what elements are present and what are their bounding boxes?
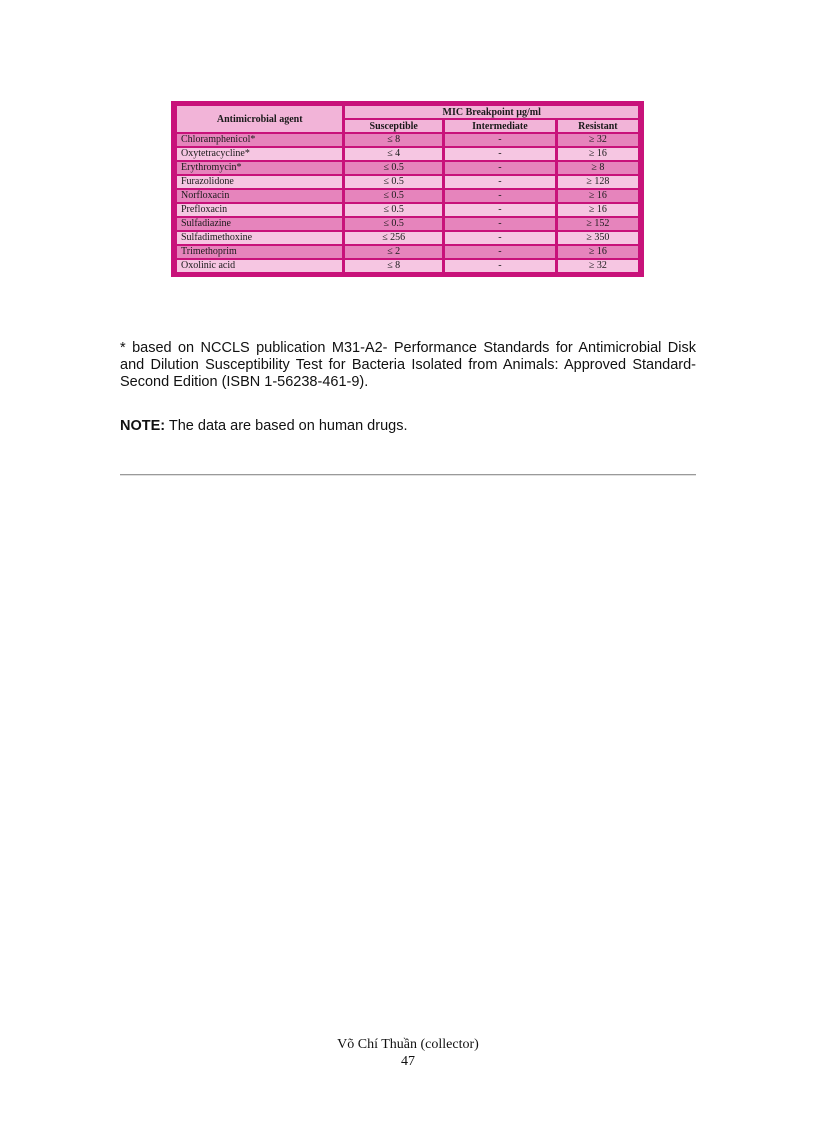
table-header-row [177,106,638,118]
susceptible-cell: ≤ 0.5 [345,176,442,188]
intermediate-cell: - [445,134,555,146]
table-row [177,134,638,146]
resistant-cell: ≥ 8 [558,162,638,174]
agent-cell: Furazolidone [177,176,342,188]
table-row [177,218,638,230]
mic-breakpoint-table [174,104,641,274]
note-text: The data are based on human drugs. [165,418,408,434]
note-paragraph [120,418,696,435]
agent-cell: Erythromycin* [177,162,342,174]
resistant-cell: ≥ 32 [558,134,638,146]
agent-cell: Oxolinic acid [177,260,342,272]
intermediate-cell: - [445,260,555,272]
header-mic-breakpoint: MIC Breakpoint µg/ml [345,106,638,118]
susceptible-cell: ≤ 8 [345,260,442,272]
intermediate-cell: - [445,190,555,202]
resistant-cell: ≥ 16 [558,246,638,258]
susceptible-cell: ≤ 0.5 [345,162,442,174]
mic-breakpoint-table-frame [171,101,644,277]
footnote-text: * based on NCCLS publication M31-A2- Performance Standards for Antimicrobial Disk and Dilution Susceptibility Test for Bacteria Isolated from Animals: Approved Standard- Second Edition (ISBN 1-56238-461-9). [120,340,696,390]
resistant-cell: ≥ 350 [558,232,638,244]
horizontal-divider [120,474,696,476]
agent-cell: Prefloxacin [177,204,342,216]
intermediate-cell: - [445,148,555,160]
susceptible-cell: ≤ 2 [345,246,442,258]
susceptible-cell: ≤ 4 [345,148,442,160]
agent-cell: Norfloxacin [177,190,342,202]
agent-cell: Trimethoprim [177,246,342,258]
agent-cell: Oxytetracycline* [177,148,342,160]
resistant-cell: ≥ 16 [558,148,638,160]
intermediate-cell: - [445,232,555,244]
intermediate-cell: - [445,162,555,174]
intermediate-cell: - [445,204,555,216]
agent-cell: Chloramphenicol* [177,134,342,146]
header-susceptible: Susceptible [345,120,442,132]
resistant-cell: ≥ 16 [558,190,638,202]
resistant-cell: ≥ 152 [558,218,638,230]
susceptible-cell: ≤ 256 [345,232,442,244]
agent-cell: Sulfadiazine [177,218,342,230]
note-label: NOTE: [120,418,166,434]
header-antimicrobial-agent: Antimicrobial agent [177,106,342,132]
agent-cell: Sulfadimethoxine [177,232,342,244]
page-footer [0,1036,816,1070]
header-intermediate: Intermediate [445,120,555,132]
table-row [177,246,638,258]
table-row [177,204,638,216]
intermediate-cell: - [445,246,555,258]
resistant-cell: ≥ 32 [558,260,638,272]
intermediate-cell: - [445,218,555,230]
header-resistant: Resistant [558,120,638,132]
susceptible-cell: ≤ 8 [345,134,442,146]
susceptible-cell: ≤ 0.5 [345,218,442,230]
resistant-cell: ≥ 16 [558,204,638,216]
susceptible-cell: ≤ 0.5 [345,204,442,216]
footer-author: Võ Chí Thuần (collector) [337,1037,479,1052]
table-row [177,162,638,174]
table-row [177,260,638,272]
intermediate-cell: - [445,176,555,188]
table-row [177,190,638,202]
page-number: 47 [401,1054,415,1069]
table-row [177,232,638,244]
resistant-cell: ≥ 128 [558,176,638,188]
table-row [177,148,638,160]
table-row [177,176,638,188]
susceptible-cell: ≤ 0.5 [345,190,442,202]
